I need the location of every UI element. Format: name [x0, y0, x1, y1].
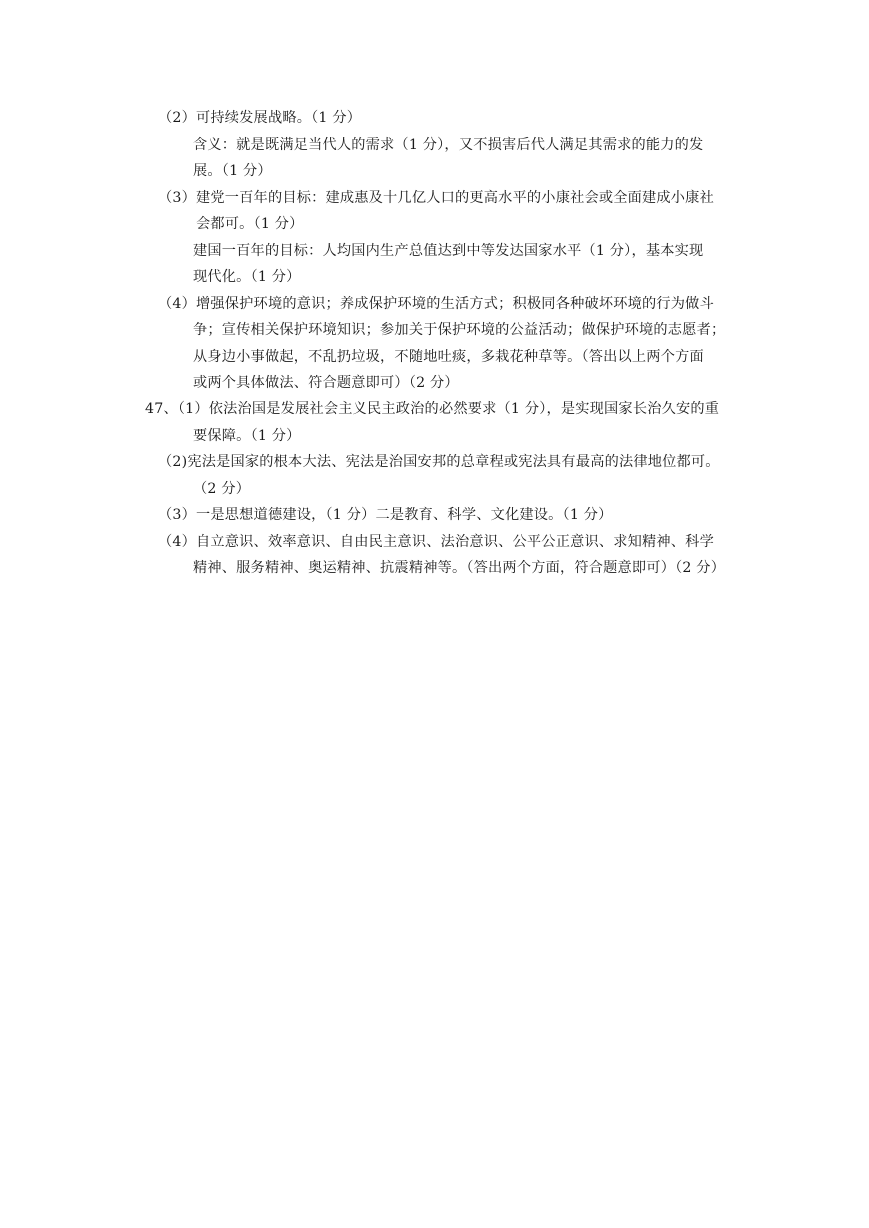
q47-answer-1-cont: 要保障。（1 分） [193, 428, 301, 444]
q47-answer-1: 47、（1）依法治国是发展社会主义民主政治的必然要求（1 分），是实现国家长治久安的重 [145, 401, 720, 417]
answer-4-line-3: 从身边小事做起，不乱扔垃圾，不随地吐痰，多栽花种草等。（答出以上两个方面 [193, 349, 704, 365]
answer-4-line-2: 争；宣传相关保护环境知识；参加关于保护环境的公益活动；做保护环境的志愿者； [193, 322, 726, 338]
answer-2-meaning: 含义：就是既满足当代人的需求（1 分），又不损害后代人满足其需求的能力的发 [193, 137, 704, 153]
q47-answer-3: （3）一是思想道德建设，（1 分）二是教育、科学、文化建设。（1 分） [158, 507, 613, 523]
answer-3-party-goal: （3）建党一百年的目标：建成惠及十几亿人口的更高水平的小康社会或全面建成小康社 [158, 190, 714, 206]
q47-answer-2-cont: （2 分） [193, 481, 251, 497]
q47-answer-4-cont: 精神、服务精神、奥运精神、抗震精神等。（答出两个方面，符合题意即可）（2 分） [193, 560, 726, 576]
answer-4-line-1: （4）增强保护环境的意识；养成保护环境的生活方式；积极同各种破坏环境的行为做斗 [158, 296, 714, 312]
q47-answer-4: （4）自立意识、效率意识、自由民主意识、法治意识、公平公正意识、求知精神、科学 [158, 534, 714, 550]
q47-answer-2: （2)宪法是国家的根本大法、宪法是治国安邦的总章程或宪法具有最高的法律地位都可。 [158, 454, 720, 470]
answer-4-line-4: 或两个具体做法、符合题意即可）（2 分） [193, 375, 459, 391]
answer-3-party-goal-cont: 会都可。（1 分） [196, 216, 304, 232]
answer-3-nation-goal: 建国一百年的目标：人均国内生产总值达到中等发达国家水平（1 分），基本实现 [193, 243, 704, 259]
answer-3-nation-goal-cont: 现代化。（1 分） [193, 269, 301, 285]
answer-2-heading: （2）可持续发展战略。（1 分） [158, 110, 362, 126]
answer-2-meaning-cont: 展。（1 分） [193, 163, 272, 179]
